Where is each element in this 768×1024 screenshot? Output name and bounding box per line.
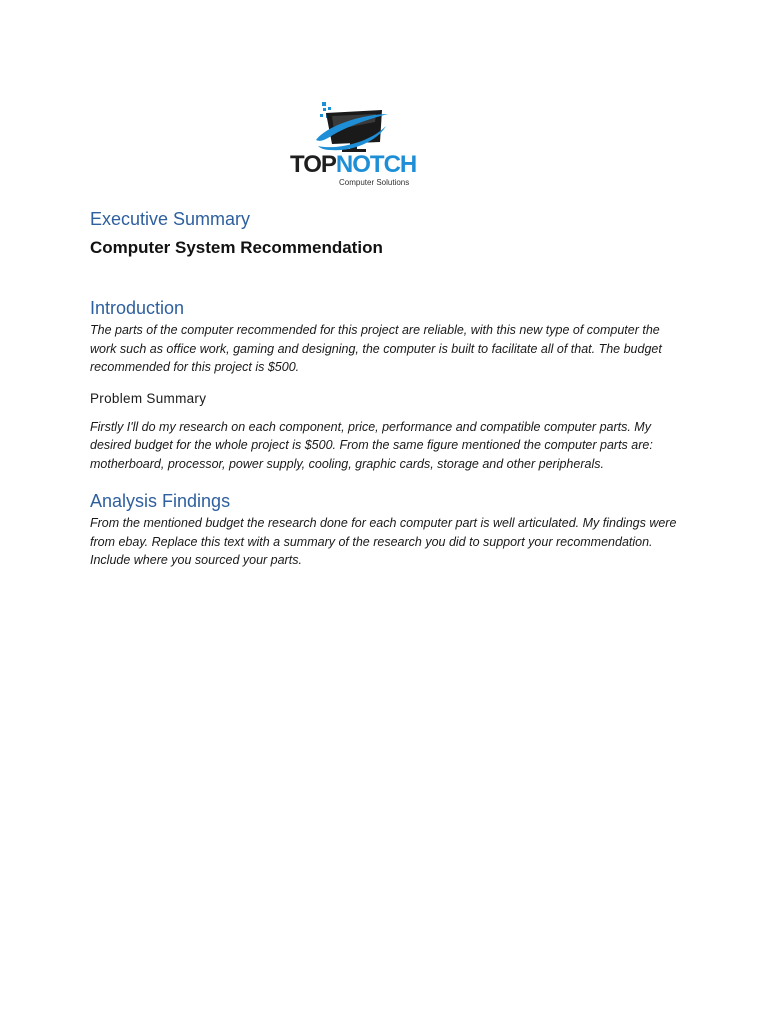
- document-title: Computer System Recommendation: [90, 238, 383, 257]
- logo-word-top: TOP: [290, 151, 336, 178]
- section-heading-analysis-findings: Analysis Findings: [90, 491, 231, 511]
- section-body-problem-summary: Firstly I'll do my research on each component, price, performance and compatible computer parts. My desired budget for the whole project is $500. From the same figure mentioned the computer parts are: motherboard, processor, power supply, cooling, graphic cards, storage and other peripherals.: [90, 419, 653, 471]
- executive-summary-heading: Executive Summary: [90, 209, 251, 229]
- logo-tagline: Computer Solutions: [339, 178, 410, 187]
- logo-word-notch: NOTCH: [335, 151, 417, 178]
- document-body: [90, 206, 680, 570]
- logo-wordmark: [290, 153, 416, 177]
- section-analysis-findings: [90, 489, 680, 570]
- section-problem-summary: [90, 389, 680, 474]
- section-body-analysis-findings: From the mentioned budget the research done for each computer part is well articulated. My findings were from ebay. Replace this text with a summary of the research you did to support your recommendation. Include where you sourced your parts.: [90, 516, 677, 567]
- section-body-introduction: The parts of the computer recommended for this project are reliable, with this new type of computer the work such as office work, gaming and designing, the computer is built to facilitate all of that. The budget recommended for this project is $500.: [90, 323, 662, 374]
- company-logo: [288, 100, 420, 192]
- section-heading-introduction: Introduction: [90, 298, 185, 318]
- section-heading-problem-summary: Problem Summary: [90, 390, 207, 406]
- section-introduction: [90, 296, 680, 377]
